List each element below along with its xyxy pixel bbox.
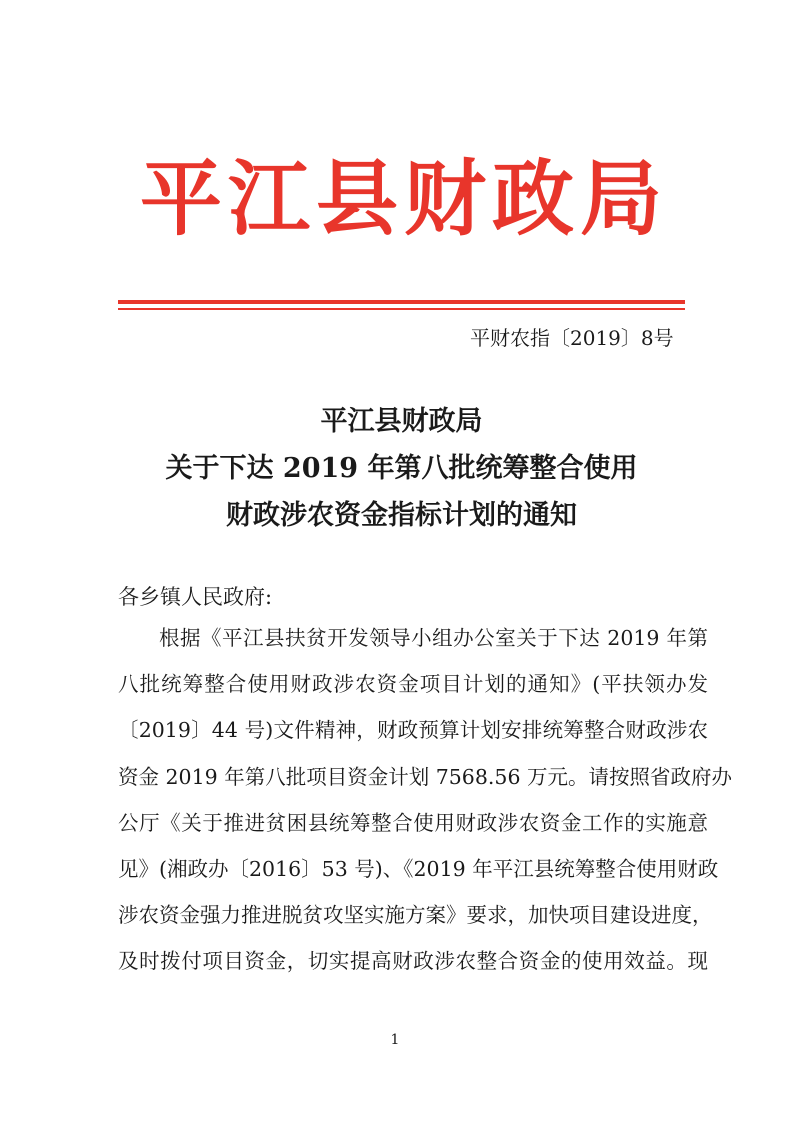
body-line: 及时拨付项目资金，切实提高财政涉农整合资金的使用效益。现 [118, 949, 708, 974]
body-line: 公厅《关于推进贫困县统筹整合使用财政涉农资金工作的实施意 [118, 810, 708, 835]
salutation: 各乡镇人民政府: [118, 585, 273, 609]
body-line: 根据《平江县扶贫开发领导小组办公室关于下达 2019 年第 [159, 626, 708, 650]
document-title-line: 关于下达 2019 年第八批统筹整合使用 [165, 453, 638, 484]
letterhead-org-name: 平江县财政局 [139, 152, 668, 247]
body-line: 资金 2019 年第八批项目资金计划 7568.56 万元。请按照省政府办 [118, 764, 733, 789]
body-line: 〔2019〕44 号)文件精神，财政预算计划安排统筹整合财政涉农 [118, 718, 708, 743]
document-title-line: 平江县财政局 [320, 406, 483, 437]
document-title [118, 398, 685, 539]
body-line: 涉农资金强力推进脱贫攻坚实施方案》要求，加快项目建设进度， [118, 903, 713, 928]
body-line: 见》(湘政办〔2016〕53 号)、《2019 年平江县统筹整合使用财政 [118, 856, 719, 881]
body-paragraph [118, 615, 733, 985]
document-title-line: 财政涉农资金指标计划的通知 [226, 500, 577, 531]
letterhead-rule-thin [118, 308, 685, 310]
page-number: 1 [390, 1032, 400, 1048]
letterhead-rule-thick [118, 300, 685, 304]
document-number: 平财农指〔2019〕8号 [470, 326, 674, 350]
body-line: 八批统筹整合使用财政涉农资金项目计划的通知》(平扶领办发 [118, 672, 708, 697]
